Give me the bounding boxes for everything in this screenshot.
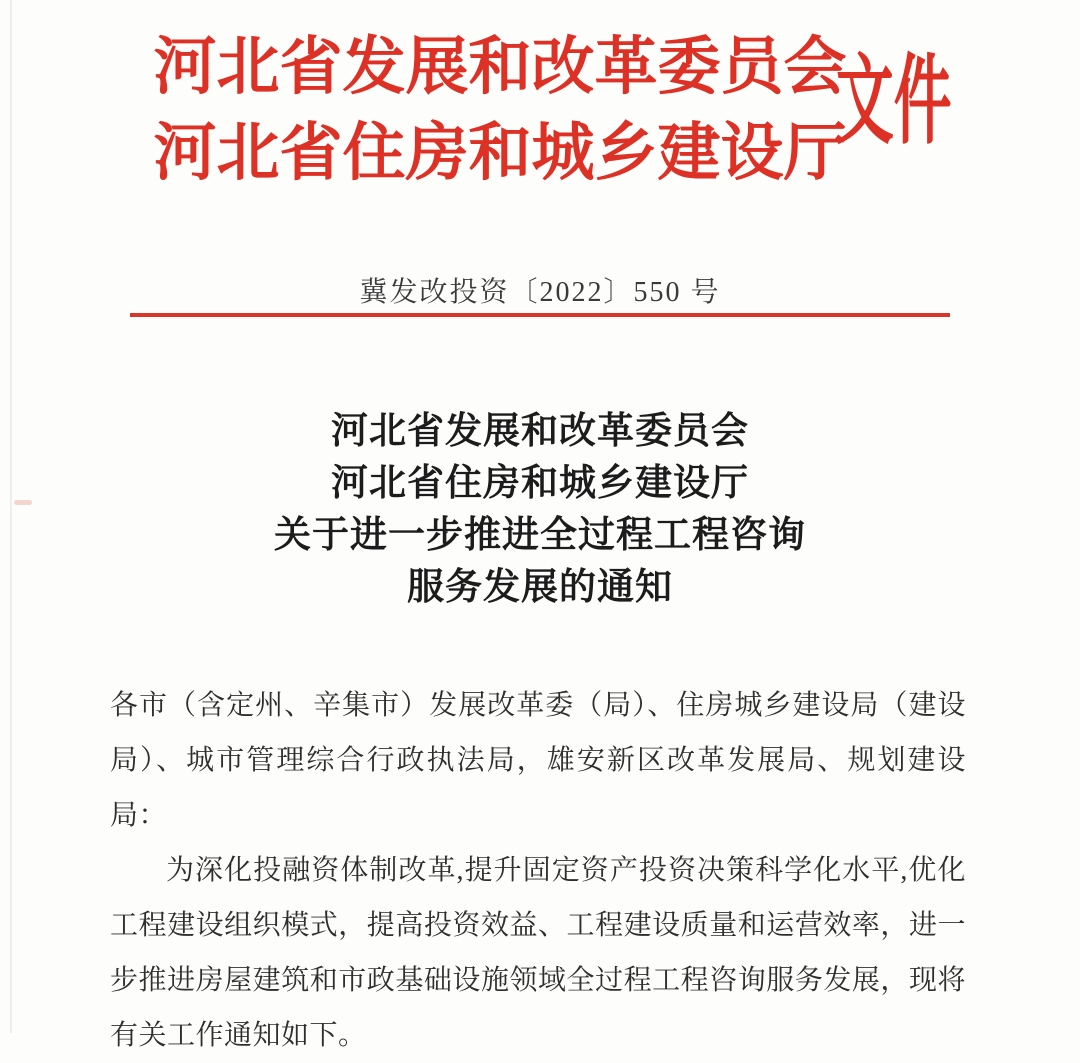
body-paragraph: 为深化投融资体制改革,提升固定资产投资决策科学化水平,优化工程建设组织模式，提高投资效益、工程建设质量和运营效率，进一步推进房屋建筑和市政基础设施领域全过程工程咨询服务发展，现将有关工作通知如下。 [110, 855, 966, 1051]
document-body [110, 678, 966, 1063]
document-title [0, 406, 1080, 614]
letterhead-org-line-1: 河北省发展和改革委员会 [153, 32, 847, 102]
document-reference-number: 冀发改投资〔2022〕550 号 [359, 277, 721, 308]
letterhead [100, 24, 900, 196]
letterhead-org-line-2: 河北省住房和城乡建设厅 [153, 118, 847, 188]
letterhead-doc-type-label: 文件 [836, 48, 952, 157]
document-title-line-1: 河北省发展和改革委员会 [331, 411, 749, 452]
document-title-line-4: 服务发展的通知 [407, 567, 673, 608]
document-title-line-2: 河北省住房和城乡建设厅 [331, 463, 749, 504]
body-salutation: 各市（含定州、辛集市）发展改革委（局）、住房城乡建设局（建设局）、城市管理综合行政执法局，雄安新区改革发展局、规划建设局： [110, 690, 966, 831]
red-divider-rule [130, 313, 950, 317]
document-title-line-3: 关于进一步推进全过程工程咨询 [274, 515, 806, 556]
